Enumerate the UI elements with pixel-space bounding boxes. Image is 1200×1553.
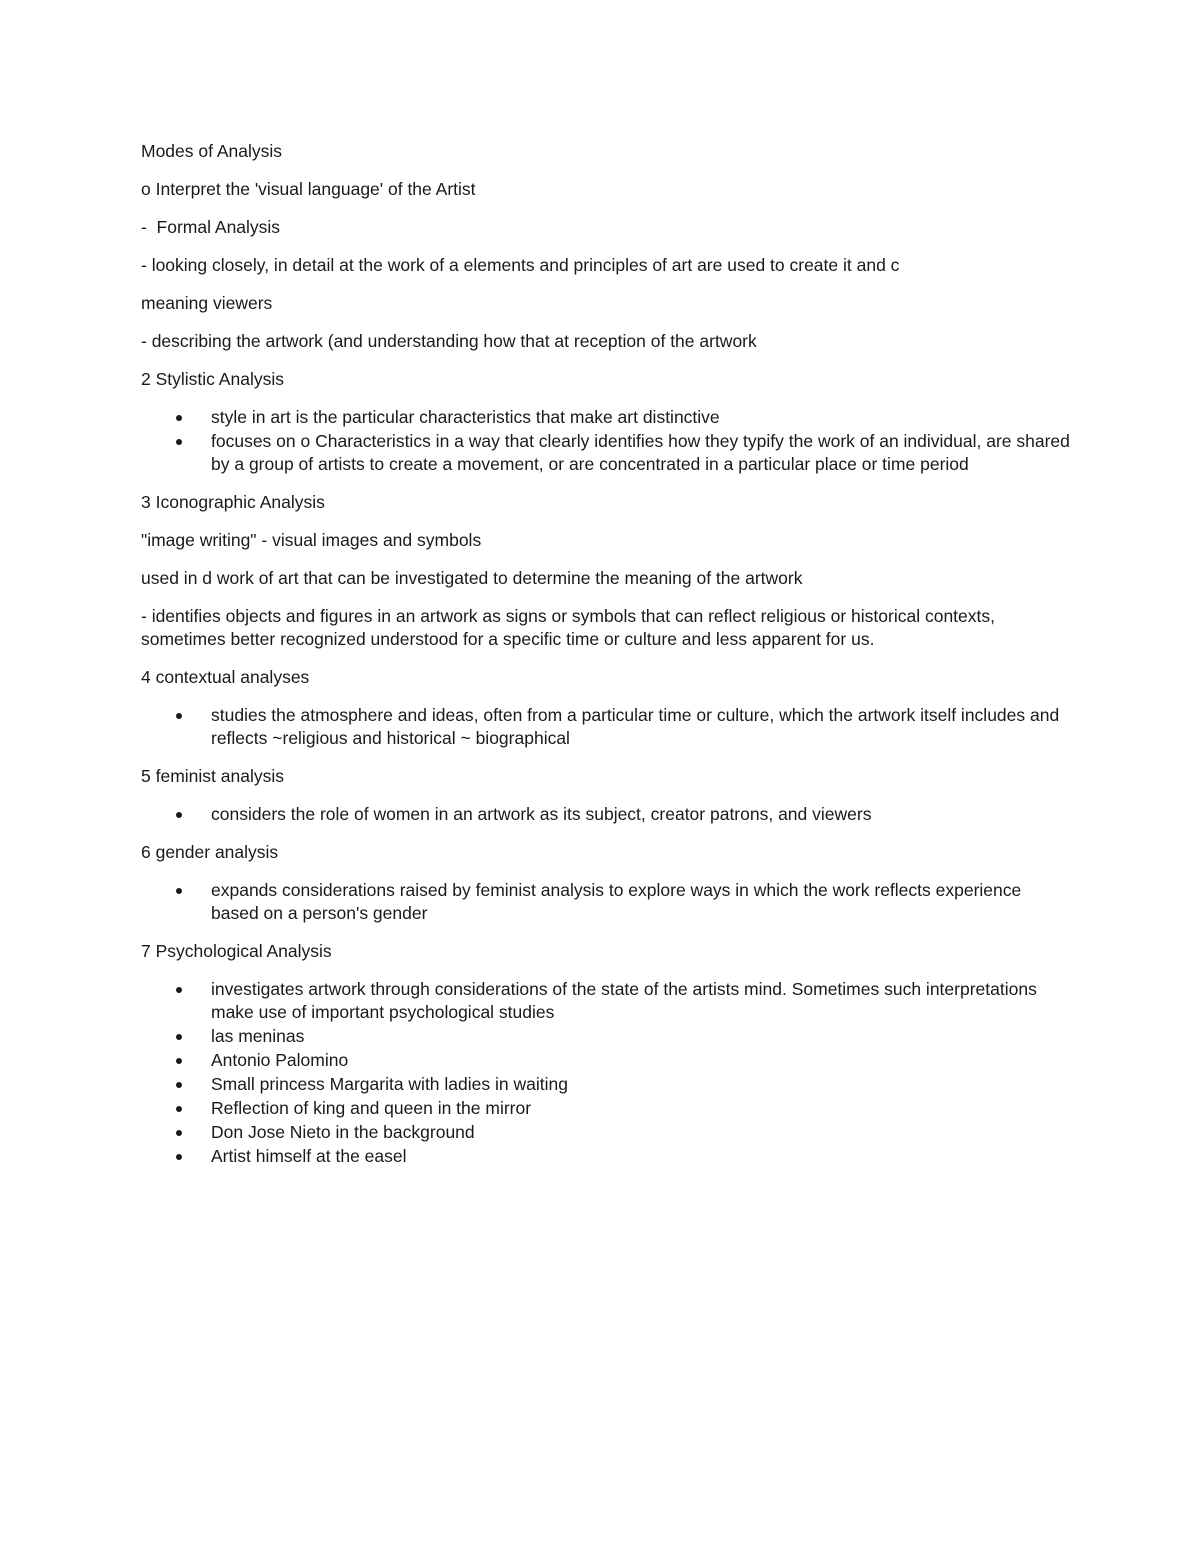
paragraph: 5 feminist analysis [141, 766, 284, 786]
paragraph: "image writing" - visual images and symbols [141, 530, 482, 550]
paragraph: - describing the artwork (and understanding how that at reception of the artwork [141, 331, 757, 351]
bullet-icon [176, 1058, 182, 1064]
bullet-icon [176, 415, 182, 421]
list-item-text: Antonio Palomino [211, 1050, 349, 1070]
paragraph: 4 contextual analyses [141, 667, 310, 687]
list-item-text: Don Jose Nieto in the background [211, 1122, 475, 1142]
list-item-text: considers the role of women in an artwork as its subject, creator patrons, and viewers [211, 804, 872, 824]
list-item-text: Artist himself at the easel [211, 1146, 407, 1166]
list-item-text: studies the atmosphere and ideas, often from a particular time or culture, which the artwork itself includes and reflects ~religious and historical ~ biographical [211, 705, 1060, 748]
paragraph: - identifies objects and figures in an artwork as signs or symbols that can reflect religious or historical contexts, sometimes better recognized understood for a specific time or culture and less apparent for us. [141, 606, 1000, 649]
bullet-icon [176, 439, 182, 445]
bullet-list [141, 406, 1071, 476]
list-item [211, 1121, 1071, 1144]
list-item [211, 1145, 1071, 1168]
paragraph: - looking closely, in detail at the work of a elements and principles of art are used to create it and c [141, 255, 900, 275]
bullet-icon [176, 1130, 182, 1136]
list-item [211, 879, 1071, 925]
paragraph: - Formal Analysis [141, 217, 281, 237]
paragraph: 3 Iconographic Analysis [141, 492, 325, 512]
paragraph: meaning viewers [141, 293, 273, 313]
list-item [211, 1049, 1071, 1072]
bullet-icon [176, 713, 182, 719]
paragraph: used in d work of art that can be investigated to determine the meaning of the artwork [141, 568, 803, 588]
paragraph: 2 Stylistic Analysis [141, 369, 284, 389]
bullet-icon [176, 1082, 182, 1088]
list-item [211, 978, 1071, 1024]
list-item-text: expands considerations raised by feminist analysis to explore ways in which the work reflects experience based on a person's gender [211, 880, 1022, 923]
bullet-list [141, 879, 1071, 925]
bullet-icon [176, 1154, 182, 1160]
bullet-icon [176, 888, 182, 894]
list-item-text: style in art is the particular characteristics that make art distinctive [211, 407, 720, 427]
list-item-text: investigates artwork through considerations of the state of the artists mind. Sometimes such interpretations make use of important psychological studies [211, 979, 1037, 1022]
paragraph: 7 Psychological Analysis [141, 941, 332, 961]
list-item [211, 1097, 1071, 1120]
bullet-icon [176, 987, 182, 993]
paragraph: 6 gender analysis [141, 842, 279, 862]
bullet-icon [176, 1106, 182, 1112]
list-item [211, 406, 1071, 429]
paragraph: o Interpret the 'visual language' of the Artist [141, 179, 476, 199]
list-item-text: las meninas [211, 1026, 305, 1046]
list-item [211, 803, 1071, 826]
list-item-text: focuses on o Characteristics in a way that clearly identifies how they typify the work of an individual, are shared by a group of artists to create a movement, or are concentrated in a particular place or time period [211, 431, 1070, 474]
list-item [211, 704, 1071, 750]
bullet-icon [176, 1034, 182, 1040]
bullet-list [141, 803, 1071, 826]
bullet-list [141, 704, 1071, 750]
list-item-text: Small princess Margarita with ladies in waiting [211, 1074, 568, 1094]
document-content [141, 140, 1071, 1183]
bullet-icon [176, 812, 182, 818]
list-item [211, 1073, 1071, 1096]
list-item [211, 1025, 1071, 1048]
paragraph: Modes of Analysis [141, 141, 283, 161]
list-item-text: Reflection of king and queen in the mirror [211, 1098, 532, 1118]
bullet-list [141, 978, 1071, 1168]
list-item [211, 430, 1071, 476]
